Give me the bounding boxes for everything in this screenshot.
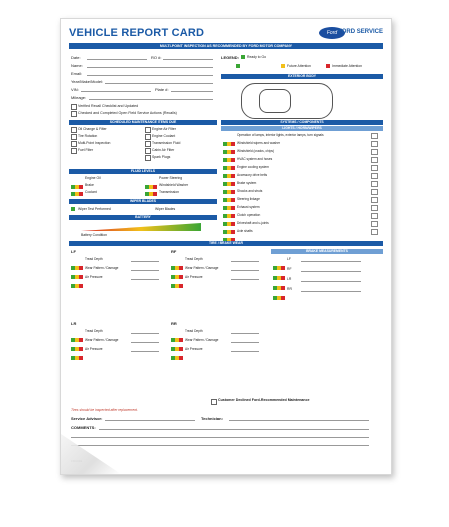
scheduled-item-label: Spark Plugs — [152, 155, 171, 159]
tire-measure-field[interactable] — [231, 342, 259, 343]
system-item-label: HVAC system and hoses — [237, 157, 273, 161]
system-item-label: Operation of lamps, interior lights, exterior lamps, turn signals — [237, 133, 324, 137]
brake-position-label: LR — [287, 277, 292, 281]
fsa-check-label: Checked and Completed Open Field Service Actions (Recalls) — [78, 111, 177, 115]
scheduled-item-checkbox[interactable] — [145, 148, 151, 154]
system-status — [223, 229, 235, 233]
brake-position-label: RR — [287, 287, 292, 291]
fluid-status — [145, 176, 157, 180]
page-title: VEHICLE REPORT CARD — [69, 27, 205, 39]
service-box[interactable] — [371, 133, 378, 139]
tire-measure-field[interactable] — [131, 279, 159, 280]
email-label: Email: — [71, 71, 83, 76]
scheduled-item-label: Engine Coolant — [152, 134, 176, 138]
year-make-model-field[interactable] — [105, 83, 213, 84]
systems-components-header: SYSTEMS / COMPONENTS — [221, 120, 383, 125]
technician-field[interactable] — [229, 420, 369, 421]
tire-row-label: Wear Pattern / Damage — [85, 338, 119, 342]
scheduled-maintenance-header: SCHEDULED MAINTENANCE ITEMS DUE — [69, 120, 217, 125]
tire-position-label: LR — [71, 321, 77, 326]
scheduled-item-label: Transmission Fluid — [152, 141, 181, 145]
tire-position-label: RF — [171, 249, 177, 254]
scheduled-item-label: Fuel Filter — [78, 148, 94, 152]
tire-status — [71, 347, 83, 351]
ro-label: RO #: — [151, 55, 162, 60]
battery-condition-label: Battery Condition — [81, 233, 108, 237]
service-box[interactable] — [371, 141, 378, 147]
fluid-item-label: Power Steering — [159, 176, 183, 180]
tire-row-label: Air Pressure — [185, 275, 203, 279]
legend-red-swatch — [326, 64, 330, 68]
brake-position-label: LF — [287, 257, 291, 261]
tire-measure-field[interactable] — [231, 279, 259, 280]
tire-measure-field[interactable] — [231, 270, 259, 271]
declined-label: Customer Declined Ford-Recommended Maintenance — [218, 398, 310, 402]
tire-position-label: LF — [71, 249, 76, 254]
ford-logo: Ford — [319, 27, 345, 39]
status-swatch[interactable] — [79, 356, 83, 360]
scheduled-item-label: Oil Change & Filter — [78, 127, 107, 131]
scheduled-item-checkbox[interactable] — [145, 134, 151, 140]
plate-label: Plate #: — [155, 87, 169, 92]
comments-line-1[interactable] — [99, 429, 369, 430]
tire-measure-field[interactable] — [131, 333, 159, 334]
system-status — [223, 181, 235, 185]
legend-green-swatch — [241, 55, 245, 59]
system-item-label: Engine cooling system — [237, 165, 269, 169]
legend-yellow-label: Future Attention — [287, 64, 311, 68]
brake-status — [273, 287, 285, 291]
tire-status — [71, 257, 83, 261]
comments-label: COMMENTS: — [71, 425, 96, 430]
scheduled-item-label: Cabin Air Filter — [152, 148, 175, 152]
wiper-blades-status — [141, 207, 153, 211]
fluid-item-label: Coolant — [85, 190, 97, 194]
fluid-status — [71, 190, 83, 194]
system-status — [223, 221, 235, 225]
system-status — [223, 149, 235, 153]
tire-status — [71, 275, 83, 279]
wiper-blades-label: Wiper Blades — [155, 207, 176, 211]
email-field[interactable] — [87, 75, 213, 76]
report-card-sheet — [60, 18, 392, 475]
tire-row-label: Air Pressure — [185, 347, 203, 351]
mileage-field[interactable] — [89, 99, 213, 100]
tire-status — [171, 338, 183, 342]
vin-label: VIN: — [71, 87, 79, 92]
system-status — [223, 213, 235, 217]
scheduled-item-label: Tire Rotation — [78, 134, 98, 138]
legend-red-label: Immediate Attention — [332, 64, 362, 68]
system-item-label: Driveshaft and u-joints — [237, 221, 269, 225]
tire-measure-field[interactable] — [131, 270, 159, 271]
system-status — [223, 205, 235, 209]
comments-line-2[interactable] — [71, 437, 369, 438]
vehicle-roof-icon — [259, 89, 291, 113]
tire-row-label: Wear Pattern / Damage — [185, 338, 219, 342]
status-swatch[interactable] — [179, 356, 183, 360]
tire-position-label: RR — [171, 321, 177, 326]
fluid-status — [71, 183, 83, 187]
brake-position-label: RF — [287, 267, 292, 271]
wiper-test-swatch — [71, 207, 75, 211]
tire-row-label: Wear Pattern / Damage — [85, 266, 119, 270]
scheduled-item-label: Multi-Point Inspection — [78, 141, 111, 145]
mileage-label: Mileage: — [71, 95, 87, 100]
tire-measure-field[interactable] — [231, 351, 259, 352]
battery-header: BATTERY — [69, 215, 217, 220]
tire-row-label: Tread Depth — [185, 257, 203, 261]
tire-footnote: Tires should be inspected after replacement. — [71, 408, 138, 412]
fluid-status — [145, 183, 157, 187]
system-status — [223, 189, 235, 193]
system-item-label: Accessory drive belts — [237, 173, 268, 177]
brake-status — [273, 257, 285, 261]
fluid-levels-header: FLUID LEVELS — [69, 169, 217, 174]
year-make-model-label: Year/Make/Model: — [71, 79, 104, 84]
system-item-label: Shocks and struts — [237, 189, 263, 193]
status-swatch[interactable] — [281, 296, 285, 300]
tire-status — [71, 266, 83, 270]
scheduled-item-checkbox[interactable] — [145, 141, 151, 147]
ro-field[interactable] — [163, 59, 213, 60]
fluid-item-label: Transmission — [159, 190, 180, 194]
service-box[interactable] — [371, 221, 378, 227]
tire-row-label: Tread Depth — [85, 257, 103, 261]
service-box[interactable] — [371, 197, 378, 203]
brake-measure-field[interactable] — [301, 291, 361, 292]
scheduled-item-checkbox[interactable] — [71, 127, 77, 133]
scheduled-item-checkbox[interactable] — [71, 148, 77, 154]
ford-service-label: FORD SERVICE — [338, 29, 383, 35]
service-box[interactable] — [371, 229, 378, 235]
subtitle-bar: MULTI-POINT INSPECTION AS RECOMMENDED BY FORD MOTOR COMPANY — [69, 43, 383, 49]
recall-check-label: Verified Recall Checklist and Updated — [78, 104, 139, 108]
fluid-status — [145, 190, 157, 194]
advisor-field[interactable] — [105, 420, 195, 421]
system-item-label: Exhaust system — [237, 205, 260, 209]
plate-field[interactable] — [171, 91, 213, 92]
tire-row-label: Air Pressure — [85, 275, 103, 279]
service-box[interactable] — [371, 181, 378, 187]
vin-field[interactable] — [81, 91, 151, 92]
technician-label: Technician: — [201, 416, 223, 421]
legend-yellow-swatch — [281, 64, 285, 68]
fluid-status — [71, 176, 83, 180]
tire-brake-wear-header: TIRE / BRAKE WEAR — [69, 241, 383, 246]
system-status — [223, 197, 235, 201]
scheduled-item-checkbox[interactable] — [145, 155, 151, 161]
service-box[interactable] — [371, 205, 378, 211]
tire-row-label: Tread Depth — [85, 329, 103, 333]
status-swatch[interactable] — [179, 284, 183, 288]
date-label: Date: — [71, 55, 81, 60]
brake-measure-field[interactable] — [301, 281, 361, 282]
system-status — [223, 141, 235, 145]
system-item-label: Windshield (cracks, chips) — [237, 149, 275, 153]
system-item-label: Clutch operation — [237, 213, 261, 217]
fluid-item-label: Brake — [85, 183, 94, 187]
scheduled-item-label: Engine Air Filter — [152, 127, 176, 131]
service-box[interactable] — [371, 213, 378, 219]
tire-measure-field[interactable] — [231, 333, 259, 334]
tire-row-label: Wear Pattern / Damage — [185, 266, 219, 270]
fluid-item-label: Windshield Washer — [159, 183, 189, 187]
wiper-blades-header: WIPER BLADES — [69, 199, 217, 204]
brake-measure-field[interactable] — [301, 261, 361, 262]
system-item-label: Axle shafts — [237, 229, 253, 233]
advisor-label: Service Advisor: — [71, 416, 103, 421]
tire-measure-field[interactable] — [231, 261, 259, 262]
system-status — [223, 133, 235, 137]
brake-status — [273, 277, 285, 281]
legend-label: LEGEND: — [221, 55, 239, 60]
brake-measurements-header: BRAKE MEASUREMENTS — [271, 249, 383, 254]
system-status — [223, 173, 235, 177]
tire-status — [171, 329, 183, 333]
system-item-label: Brake system — [237, 181, 257, 185]
service-box[interactable] — [371, 189, 378, 195]
service-box[interactable] — [371, 157, 378, 163]
service-box[interactable] — [371, 165, 378, 171]
recall-check-box[interactable] — [71, 104, 77, 110]
exterior-body-header: EXTERIOR BODY — [221, 74, 383, 79]
fluid-item-label: Engine Oil — [85, 176, 101, 180]
tire-measure-field[interactable] — [131, 261, 159, 262]
system-status — [223, 165, 235, 169]
brake-measure-field[interactable] — [301, 271, 361, 272]
battery-gauge — [81, 223, 201, 231]
tire-row-label: Tread Depth — [185, 329, 203, 333]
tire-status — [71, 329, 83, 333]
status-swatch[interactable] — [79, 284, 83, 288]
tire-status — [171, 347, 183, 351]
name-field[interactable] — [87, 67, 213, 68]
page-curl — [61, 434, 121, 474]
tire-measure-field[interactable] — [131, 342, 159, 343]
declined-check-box[interactable] — [211, 399, 217, 405]
brake-status — [273, 267, 285, 271]
tire-status — [71, 338, 83, 342]
tire-measure-field[interactable] — [131, 351, 159, 352]
system-item-label: Windshield wipers and washer — [237, 141, 281, 145]
fsa-check-box[interactable] — [71, 111, 77, 117]
legend-green-label: Ready to Go — [247, 55, 267, 59]
legend-green-swatch-2 — [236, 64, 240, 68]
wiper-test-label: Wiper Test Performed — [78, 207, 111, 211]
scheduled-item-checkbox[interactable] — [145, 127, 151, 133]
tire-status — [171, 257, 183, 261]
system-status — [223, 157, 235, 161]
system-item-label: Steering linkage — [237, 197, 260, 201]
tire-status — [171, 266, 183, 270]
scheduled-item-checkbox[interactable] — [71, 141, 77, 147]
tire-status — [171, 275, 183, 279]
header — [69, 25, 383, 43]
lights-horn-wipers-header: LIGHTS / HORN/WIPERS — [221, 126, 383, 131]
name-label: Name: — [71, 63, 83, 68]
date-field[interactable] — [87, 59, 147, 60]
comments-line-3[interactable] — [71, 445, 369, 446]
service-box[interactable] — [371, 173, 378, 179]
scheduled-item-checkbox[interactable] — [71, 134, 77, 140]
tire-row-label: Air Pressure — [85, 347, 103, 351]
service-box[interactable] — [371, 149, 378, 155]
